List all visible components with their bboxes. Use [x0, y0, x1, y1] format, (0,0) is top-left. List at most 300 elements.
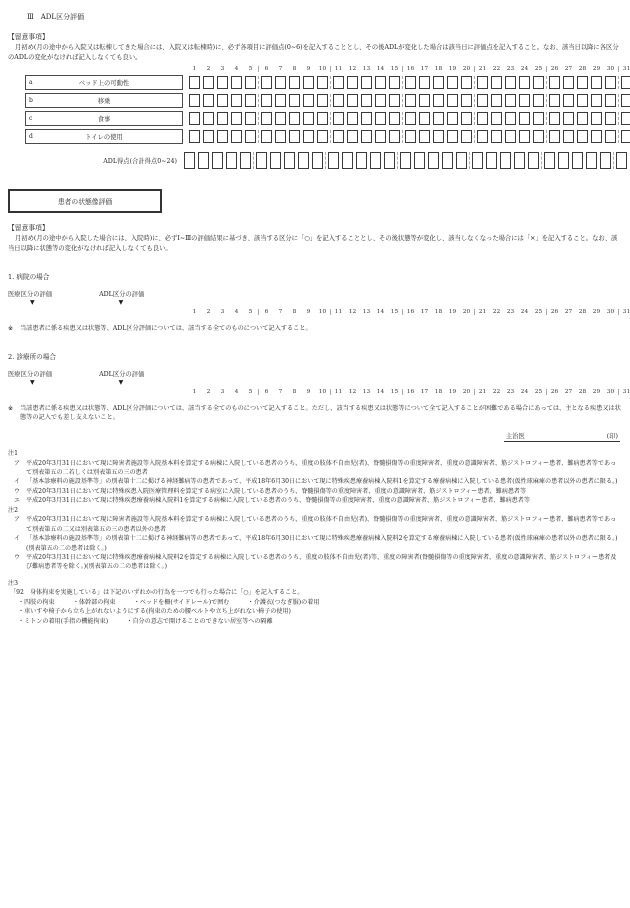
adl-item-bed-mobility: [25, 75, 183, 90]
day-checkbox[interactable]: [189, 76, 200, 89]
day-checkbox[interactable]: [447, 112, 458, 125]
day-checkbox[interactable]: [519, 76, 530, 89]
day-group: [187, 112, 258, 125]
day-number: 17: [420, 66, 429, 73]
day-group: [182, 152, 253, 169]
day-number: 1: [192, 388, 197, 395]
day-number: 25: [534, 388, 543, 395]
day-number: 26: [550, 309, 559, 316]
day-number: 7: [278, 66, 283, 73]
day-checkbox[interactable]: [312, 152, 323, 169]
day-checkbox[interactable]: [577, 112, 588, 125]
adl-checkbox-row: [187, 94, 630, 107]
day-number: 14: [376, 66, 385, 73]
day-checkbox[interactable]: [231, 76, 242, 89]
day-number-grid: [187, 309, 630, 315]
day-checkbox[interactable]: [333, 94, 344, 107]
note-item: [8, 534, 622, 553]
day-checkbox[interactable]: [533, 76, 544, 89]
day-group: [402, 66, 474, 72]
note-item: [8, 477, 622, 486]
hospital-column-heads: [8, 289, 630, 298]
adl-day-header-row: [0, 66, 630, 72]
day-number: 28: [578, 66, 587, 73]
day-checkbox[interactable]: [591, 76, 602, 89]
day-checkbox[interactable]: [203, 112, 214, 125]
day-number: 1: [192, 309, 197, 316]
day-number: 19: [448, 66, 457, 73]
day-checkbox[interactable]: [361, 76, 372, 89]
note-item-mark: イ: [14, 535, 21, 543]
day-number: 6: [264, 388, 269, 395]
day-checkbox[interactable]: [231, 94, 242, 107]
day-number: 14: [376, 309, 385, 316]
day-group: [546, 76, 618, 89]
day-checkbox[interactable]: [600, 152, 611, 169]
day-checkbox[interactable]: [189, 130, 200, 143]
adl-item-row: [0, 75, 630, 90]
adl-notice-text: 月初め(月の途中から入院又は転棟してきた場合には、入院又は転棟時)に、必ず各項目に評価点(0~6)を記入することとし、その後ADLが変化した場合は該当日に評価点を記入すること。なお、該当日以降に各区分のADLの変化がなければ記入しなくても良い。: [8, 44, 619, 62]
day-checkbox[interactable]: [549, 94, 560, 107]
day-number-grid: [187, 66, 630, 72]
day-checkbox[interactable]: [217, 76, 228, 89]
day-checkbox[interactable]: [491, 112, 502, 125]
day-group: [187, 94, 258, 107]
day-number: 25: [534, 66, 543, 73]
note-item-text: 平成20年3月31日において現に特殊疾患療養病棟入院料2を算定する病棟に入院している患者のうち、重度の肢体不自由児(者)等、重度の障害者(脊髄損傷等の重度障害者、重度の意識障害者、筋ジストロフィー患者及び難病患者等を除く。)(別表第五の二の患者は除く。): [26, 553, 617, 571]
day-group: [474, 94, 546, 107]
day-number: 22: [492, 309, 501, 316]
day-checkbox[interactable]: [245, 76, 256, 89]
day-group: [474, 130, 546, 143]
note-item-text: 平成20年3月31日において現に障害者施設等入院基本料を算定する病棟に入院している患者のうち、重度の肢体不自由児(者)、脊髄損傷等の重度障害者、重度の意識障害者、筋ジストロフィー患者、難病患者等であって別表第五の二若しくは別表第五の三の患者: [26, 459, 617, 477]
day-group: [258, 112, 330, 125]
notice-label: 【留意事項】: [8, 33, 49, 41]
day-checkbox[interactable]: [347, 94, 358, 107]
day-checkbox[interactable]: [333, 130, 344, 143]
day-checkbox[interactable]: [505, 76, 516, 89]
day-checkbox[interactable]: [533, 112, 544, 125]
day-checkbox[interactable]: [461, 112, 472, 125]
day-group: [187, 309, 258, 315]
day-checkbox[interactable]: [361, 112, 372, 125]
day-checkbox[interactable]: [389, 130, 400, 143]
day-checkbox[interactable]: [231, 130, 242, 143]
day-checkbox[interactable]: [442, 152, 453, 169]
day-number: 3: [220, 309, 225, 316]
adl-item-label: ベッド上の可動性: [78, 80, 130, 88]
day-group: [618, 94, 630, 107]
day-checkbox[interactable]: [333, 112, 344, 125]
day-checkbox[interactable]: [289, 76, 300, 89]
adl-category-head: ADL区分の評価: [99, 291, 145, 299]
day-group: [187, 130, 258, 143]
day-checkbox[interactable]: [231, 112, 242, 125]
clinic-day-header-row: [0, 389, 630, 395]
note3-line: ・四肢の拘束 ・体幹部の拘束 ・ベッドを柵(サイドレール)で囲む ・介護衣(つなぎ服)の着用: [18, 598, 320, 606]
day-checkbox[interactable]: [261, 112, 272, 125]
day-group: [618, 309, 630, 315]
day-checkbox[interactable]: [591, 94, 602, 107]
note-label: 注2: [8, 506, 18, 514]
day-checkbox[interactable]: [419, 76, 430, 89]
clinic-column-heads: [8, 369, 630, 378]
day-checkbox[interactable]: [289, 112, 300, 125]
hospital-day-header-row: [0, 309, 630, 315]
day-checkbox[interactable]: [621, 76, 630, 89]
day-checkbox[interactable]: [361, 130, 372, 143]
day-checkbox[interactable]: [419, 94, 430, 107]
day-number: 12: [348, 309, 357, 316]
day-checkbox[interactable]: [563, 112, 574, 125]
day-numbers: [187, 66, 630, 72]
note-item-text: 「基本診療料の施設基準等」の別表第十二に掲げる神経難病等の患者であって、平成18年6月30日において現に特殊疾患療養病棟入院料1を算定する療養病棟に入院している患者(仮性球麻痺の患者以外の患者に限る。): [26, 478, 618, 486]
day-group: [258, 130, 330, 143]
day-number: 10: [318, 309, 327, 316]
adl-item-letter: b: [29, 97, 33, 105]
clinic-arrows: [0, 380, 630, 386]
day-group: [613, 152, 629, 169]
day-checkbox[interactable]: [289, 130, 300, 143]
day-checkbox[interactable]: [519, 130, 530, 143]
day-numbers: [187, 389, 630, 395]
day-checkbox[interactable]: [356, 152, 367, 169]
day-checkbox[interactable]: [189, 94, 200, 107]
clinic-table-note: [8, 404, 622, 423]
day-number: 15: [390, 66, 399, 73]
day-number: 12: [348, 66, 357, 73]
day-checkbox[interactable]: [605, 112, 616, 125]
day-number: 17: [420, 388, 429, 395]
doctor-name-blank[interactable]: [525, 431, 607, 440]
day-group: [402, 94, 474, 107]
note3-line: ・ミトンの着用(手指の機能拘束) ・自分の意志で開けることのできない居室等への隔離: [18, 617, 273, 625]
note-item: [8, 515, 622, 534]
day-group: [618, 112, 630, 125]
day-number: 9: [306, 388, 311, 395]
day-number: 19: [448, 309, 457, 316]
day-checkbox[interactable]: [347, 130, 358, 143]
note-item: [8, 496, 622, 505]
day-checkbox[interactable]: [275, 130, 286, 143]
day-checkbox[interactable]: [405, 112, 416, 125]
day-number: 1: [192, 66, 197, 73]
day-checkbox[interactable]: [605, 76, 616, 89]
day-checkbox[interactable]: [347, 76, 358, 89]
day-checkbox[interactable]: [586, 152, 597, 169]
note-item-mark: ア: [14, 516, 21, 524]
day-number: 14: [376, 388, 385, 395]
note-item-mark: ア: [14, 459, 21, 467]
day-number: 28: [578, 388, 587, 395]
day-checkbox[interactable]: [189, 112, 200, 125]
day-checkbox[interactable]: [389, 112, 400, 125]
day-checkbox[interactable]: [519, 112, 530, 125]
day-checkbox[interactable]: [405, 130, 416, 143]
day-checkbox[interactable]: [405, 94, 416, 107]
note-item-text: 平成20年3月31日において現に特殊疾患入院医療管理料を算定する病室に入院している患者のうち、脊髄損傷等の重度障害者、重度の意識障害者、筋ジストロフィー患者、難病患者等: [26, 487, 527, 495]
day-checkbox[interactable]: [389, 94, 400, 107]
day-checkbox[interactable]: [370, 152, 381, 169]
day-checkbox[interactable]: [261, 76, 272, 89]
day-group: [330, 309, 402, 315]
day-checkbox[interactable]: [414, 152, 425, 169]
day-group: [618, 66, 630, 72]
day-number: 31: [622, 66, 630, 73]
day-checkbox[interactable]: [577, 76, 588, 89]
seal-label: (印): [606, 433, 618, 441]
day-checkbox[interactable]: [317, 76, 328, 89]
day-checkbox[interactable]: [563, 76, 574, 89]
day-checkbox[interactable]: [245, 94, 256, 107]
note3-line: ・車いすや椅子から立ち上がれないようにする(拘束のための腰ベルトや立ち上がれない椅子の使用): [18, 608, 291, 616]
day-checkbox[interactable]: [558, 152, 569, 169]
day-checkbox[interactable]: [203, 130, 214, 143]
day-checkbox[interactable]: [289, 94, 300, 107]
day-group: [402, 389, 474, 395]
day-number: 30: [606, 66, 615, 73]
day-checkbox[interactable]: [217, 112, 228, 125]
adl-item-transfer: [25, 93, 183, 108]
day-checkbox[interactable]: [533, 130, 544, 143]
day-checkbox[interactable]: [477, 130, 488, 143]
day-checkbox[interactable]: [491, 76, 502, 89]
day-group: [546, 112, 618, 125]
day-number: 21: [478, 66, 487, 73]
day-checkbox[interactable]: [203, 76, 214, 89]
down-arrow-icon: ▼: [118, 299, 124, 307]
day-checkbox[interactable]: [389, 76, 400, 89]
day-checkbox[interactable]: [577, 130, 588, 143]
day-group: [546, 309, 618, 315]
adl-item-row: [0, 129, 630, 144]
day-checkbox[interactable]: [270, 152, 281, 169]
day-number: 9: [306, 309, 311, 316]
day-number: 20: [462, 309, 471, 316]
day-number: 13: [362, 309, 371, 316]
day-checkbox[interactable]: [477, 112, 488, 125]
day-number: 22: [492, 66, 501, 73]
day-checkbox[interactable]: [217, 94, 228, 107]
day-checkbox[interactable]: [240, 152, 251, 169]
day-checkbox[interactable]: [203, 94, 214, 107]
day-number: 10: [318, 66, 327, 73]
day-group: [474, 389, 546, 395]
day-checkbox[interactable]: [261, 130, 272, 143]
day-checkbox[interactable]: [477, 94, 488, 107]
day-checkbox[interactable]: [275, 76, 286, 89]
day-checkbox[interactable]: [514, 152, 525, 169]
day-checkbox[interactable]: [486, 152, 497, 169]
day-checkbox[interactable]: [303, 130, 314, 143]
day-checkbox[interactable]: [577, 94, 588, 107]
day-checkbox[interactable]: [184, 152, 195, 169]
day-checkbox[interactable]: [198, 152, 209, 169]
day-checkbox[interactable]: [428, 152, 439, 169]
day-group: [546, 130, 618, 143]
day-checkbox[interactable]: [419, 112, 430, 125]
day-group: [330, 76, 402, 89]
day-checkbox[interactable]: [303, 76, 314, 89]
day-group: [618, 130, 630, 143]
day-number: 5: [248, 388, 253, 395]
day-checkbox[interactable]: [400, 152, 411, 169]
notice-label: 【留意事項】: [8, 224, 49, 233]
day-number: 5: [248, 309, 253, 316]
day-checkbox[interactable]: [303, 112, 314, 125]
day-number: 7: [278, 388, 283, 395]
day-checkbox[interactable]: [500, 152, 511, 169]
day-number: 18: [434, 388, 443, 395]
day-checkbox[interactable]: [275, 112, 286, 125]
day-checkbox[interactable]: [347, 112, 358, 125]
adl-item-row: [0, 111, 630, 126]
note-item: [8, 459, 622, 478]
checkbox-grid: [187, 112, 630, 125]
day-number: 30: [606, 388, 615, 395]
day-checkbox[interactable]: [245, 112, 256, 125]
day-checkbox[interactable]: [284, 152, 295, 169]
day-checkbox[interactable]: [605, 130, 616, 143]
day-group: [469, 152, 541, 169]
day-group: [618, 76, 630, 89]
day-checkbox[interactable]: [328, 152, 339, 169]
note-item-mark: ウ: [14, 487, 21, 495]
day-number: 3: [220, 388, 225, 395]
day-checkbox[interactable]: [256, 152, 267, 169]
day-checkbox[interactable]: [472, 152, 483, 169]
day-checkbox[interactable]: [549, 76, 560, 89]
day-group: [397, 152, 469, 169]
footnotes: [8, 449, 622, 572]
day-checkbox[interactable]: [621, 94, 630, 107]
day-checkbox[interactable]: [477, 76, 488, 89]
day-checkbox[interactable]: [405, 76, 416, 89]
adl-checkbox-row: [187, 76, 630, 89]
day-number: 30: [606, 309, 615, 316]
note-item-text: 平成20年3月31日において現に特殊疾患療養病棟入院料1を算定する病棟に入院している患者のうち、脊髄損傷等の重度障害者、重度の意識障害者、筋ジストロフィー患者、難病患者等: [26, 497, 530, 505]
day-checkbox[interactable]: [505, 130, 516, 143]
day-checkbox[interactable]: [461, 76, 472, 89]
day-checkbox[interactable]: [419, 130, 430, 143]
note-item-mark: ウ: [14, 553, 21, 561]
note-item-mark: エ: [14, 497, 21, 505]
day-checkbox[interactable]: [433, 130, 444, 143]
day-number: 5: [248, 66, 253, 73]
day-checkbox[interactable]: [621, 112, 630, 125]
day-group: [258, 389, 330, 395]
note-item-text: 平成20年3月31日において現に障害者施設等入院基本料を算定する病棟に入院している患者のうち、重度の肢体不自由児(者)、脊髄損傷等の重度障害者、重度の意識障害者、筋ジストロフィー患者、難病患者等であって別表第五の二又は別表第五の三の患者以外の患者: [26, 516, 617, 533]
day-checkbox[interactable]: [591, 130, 602, 143]
day-checkbox[interactable]: [528, 152, 539, 169]
day-checkbox[interactable]: [361, 94, 372, 107]
day-checkbox[interactable]: [491, 94, 502, 107]
day-checkbox[interactable]: [491, 130, 502, 143]
day-number: 21: [478, 309, 487, 316]
day-checkbox[interactable]: [505, 94, 516, 107]
day-checkbox[interactable]: [544, 152, 555, 169]
day-group: [402, 130, 474, 143]
day-number: 2: [206, 309, 211, 316]
day-checkbox[interactable]: [461, 94, 472, 107]
medical-category-head: 医療区分の評価: [8, 291, 53, 299]
day-checkbox[interactable]: [375, 94, 386, 107]
day-checkbox[interactable]: [433, 112, 444, 125]
day-number: 17: [420, 309, 429, 316]
day-checkbox[interactable]: [212, 152, 223, 169]
day-checkbox[interactable]: [433, 94, 444, 107]
day-checkbox[interactable]: [333, 76, 344, 89]
day-checkbox[interactable]: [261, 94, 272, 107]
day-checkbox[interactable]: [563, 130, 574, 143]
note-text: 当該患者に係る疾患又は状態等、ADL区分評価については、該当する全てのものについて記入すること。: [20, 325, 312, 333]
day-number: 20: [462, 66, 471, 73]
day-group: [402, 112, 474, 125]
day-checkbox[interactable]: [317, 94, 328, 107]
day-group: [402, 76, 474, 89]
day-checkbox[interactable]: [226, 152, 237, 169]
day-checkbox[interactable]: [447, 130, 458, 143]
day-checkbox[interactable]: [621, 130, 630, 143]
day-checkbox[interactable]: [375, 112, 386, 125]
day-checkbox[interactable]: [456, 152, 467, 169]
day-number: 23: [506, 66, 515, 73]
day-number: 19: [448, 388, 457, 395]
day-numbers: [187, 309, 630, 315]
day-checkbox[interactable]: [549, 112, 560, 125]
day-checkbox[interactable]: [245, 130, 256, 143]
day-checkbox[interactable]: [616, 152, 627, 169]
day-checkbox[interactable]: [217, 130, 228, 143]
day-checkbox[interactable]: [384, 152, 395, 169]
down-arrow-icon: ▼: [118, 378, 124, 386]
day-checkbox[interactable]: [505, 112, 516, 125]
day-checkbox[interactable]: [563, 94, 574, 107]
day-number: 13: [362, 66, 371, 73]
day-number: 4: [234, 388, 239, 395]
day-checkbox[interactable]: [461, 130, 472, 143]
day-checkbox[interactable]: [549, 130, 560, 143]
checkbox-grid: [187, 94, 630, 107]
day-checkbox[interactable]: [433, 76, 444, 89]
day-checkbox[interactable]: [375, 130, 386, 143]
day-group: [330, 112, 402, 125]
day-checkbox[interactable]: [375, 76, 386, 89]
day-checkbox[interactable]: [519, 94, 530, 107]
day-checkbox[interactable]: [591, 112, 602, 125]
day-number: 8: [292, 66, 297, 73]
day-checkbox[interactable]: [342, 152, 353, 169]
day-checkbox[interactable]: [317, 112, 328, 125]
note-label: 注1: [8, 450, 18, 458]
note3-label: 注3: [8, 579, 18, 587]
day-number: 8: [292, 388, 297, 395]
day-number: 31: [622, 309, 630, 316]
day-number: 6: [264, 66, 269, 73]
adl-category-head: ADL区分の評価: [99, 370, 145, 378]
day-checkbox[interactable]: [298, 152, 309, 169]
day-number: 16: [406, 66, 415, 73]
day-checkbox[interactable]: [317, 130, 328, 143]
day-checkbox[interactable]: [447, 76, 458, 89]
day-checkbox[interactable]: [533, 94, 544, 107]
day-checkbox[interactable]: [303, 94, 314, 107]
day-checkbox[interactable]: [572, 152, 583, 169]
day-checkbox[interactable]: [275, 94, 286, 107]
day-checkbox[interactable]: [447, 94, 458, 107]
day-checkbox[interactable]: [605, 94, 616, 107]
note-item-text: 「基本診療料の施設基準等」の別表第十二に掲げる神経難病等の患者であって、平成18年6月30日において現に特殊疾患療養病棟入院料2を算定する療養病棟に入院している患者(仮性球麻痺の患者以外の患者に限る。)(別表第五の二の患者は除く。): [26, 535, 618, 552]
